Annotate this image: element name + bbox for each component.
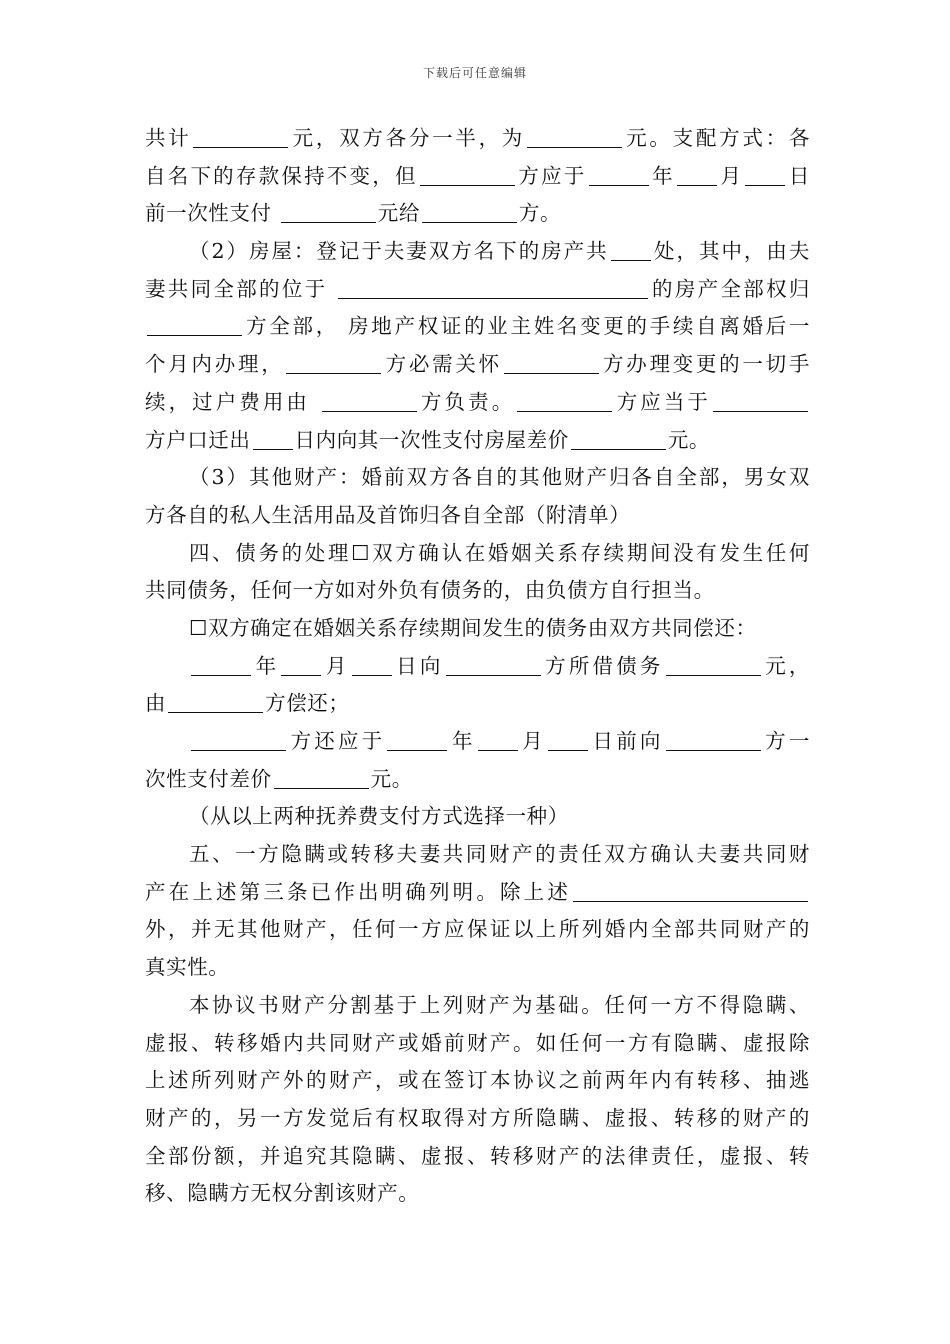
text-segment: 四、债务的处理☐双方确认在婚姻关系存续期间没有发生任何 (189, 540, 810, 565)
fill-in-blank (478, 726, 518, 751)
text-segment: 方应于 (516, 163, 587, 188)
text-segment: 年 (449, 729, 476, 753)
text-segment: （从以上两种抚养费支付方式选择一种） (189, 804, 569, 829)
fill-in-blank (571, 425, 666, 450)
text-segment: 自名下的存款保持不变，但 (145, 163, 418, 188)
text-line (145, 949, 810, 987)
text-segment: 五、一方隐瞒或转移夫妻共同财产的责任双方确认夫妻共同财 (189, 842, 810, 867)
text-line (145, 271, 810, 309)
fill-in-blank (573, 877, 808, 902)
text-segment: （3）其他财产：婚前双方各自的其他财产归各自全部，男女双 (189, 465, 810, 490)
fill-in-blank (352, 651, 392, 676)
fill-in-blank (191, 651, 251, 676)
fill-in-blank (666, 726, 761, 751)
text-line (145, 233, 810, 271)
text-line (145, 723, 810, 761)
text-segment: 元。 (667, 427, 711, 452)
text-line (145, 308, 810, 346)
text-line (145, 648, 810, 686)
text-segment: 方应当于 (614, 389, 711, 414)
text-segment: 方必需关怀 (383, 352, 502, 377)
text-segment: 月 (323, 653, 350, 678)
text-line (145, 572, 810, 610)
fill-in-blank (147, 311, 242, 336)
text-line (145, 1100, 810, 1138)
text-line (145, 911, 810, 949)
fill-in-blank (274, 764, 369, 789)
fill-in-blank (191, 726, 286, 751)
text-line (145, 120, 810, 158)
text-segment: 续，过户费用由 (145, 389, 320, 414)
text-segment: 方。 (518, 201, 562, 226)
text-segment: 年 (253, 653, 280, 678)
text-segment: 方一 (762, 729, 810, 753)
text-line (145, 497, 810, 535)
fill-in-blank (338, 274, 648, 299)
text-segment: 真实性。 (145, 955, 230, 980)
text-segment: 方全部， 房地产权证的业主姓名变更的手续自离婚后一 (244, 314, 810, 339)
fill-in-blank (666, 651, 761, 676)
fill-in-blank (611, 236, 651, 261)
text-segment: 元给 (377, 201, 420, 226)
text-segment: 财产的，另一方发觉后有权取得对方所隐瞒、虚报、转移的财产的 (145, 1105, 810, 1130)
fill-in-blank (322, 387, 417, 412)
fill-in-blank (589, 161, 649, 186)
fill-in-blank (387, 726, 447, 751)
text-segment: 元。 (370, 766, 413, 791)
text-line (145, 798, 810, 836)
text-segment: 元，双方各分一半，为 (290, 126, 526, 150)
text-segment: 个月内办理， (145, 352, 285, 377)
text-segment: 妻共同全部的位于 (145, 276, 337, 301)
text-segment: 前一次性支付 (145, 201, 279, 226)
text-segment: 移、隐瞒方无权分割该财产。 (145, 1181, 420, 1206)
text-segment: 虚报、转移婚内共同财产或婚前财产。如任何一方有隐瞒、虚报除 (145, 1030, 810, 1055)
text-segment: 处，其中，由夫 (652, 239, 810, 264)
text-line (145, 459, 810, 497)
text-line (145, 1025, 810, 1063)
fill-in-blank (745, 161, 785, 186)
text-line (145, 535, 810, 573)
fill-in-blank (527, 123, 622, 148)
text-segment: 产在上述第三条已作出明确列明。除上述 (145, 879, 571, 904)
fill-in-blank (677, 161, 717, 186)
fill-in-blank (446, 651, 541, 676)
fill-in-blank (420, 161, 515, 186)
text-line (145, 1175, 810, 1213)
text-line (145, 422, 810, 460)
document-body (145, 120, 810, 1213)
text-segment: （2）房屋：登记于夫妻双方名下的房产共 (189, 239, 609, 264)
text-segment: 日向 (393, 653, 444, 678)
text-segment: 日前向 (589, 729, 664, 753)
text-line (145, 685, 810, 723)
text-line (145, 836, 810, 874)
fill-in-blank (168, 688, 263, 713)
text-line (145, 987, 810, 1025)
text-segment: 次性支付差价 (145, 766, 272, 791)
fill-in-blank (286, 349, 381, 374)
text-segment: 方户口迁出 (145, 427, 251, 452)
text-line (145, 1138, 810, 1176)
text-segment: 方偿还； (265, 691, 350, 716)
fill-in-blank (422, 198, 517, 223)
fill-in-blank (253, 425, 293, 450)
text-segment: 方办理变更的一切手 (600, 352, 810, 377)
text-segment: 元。支配方式：各 (624, 126, 810, 150)
text-segment: 日内向其一次性支付房屋差价 (294, 427, 569, 452)
text-segment: 共计 (145, 126, 192, 150)
text-segment: 月 (718, 163, 744, 188)
fill-in-blank (504, 349, 599, 374)
page-header: 下载后可任意编辑 (422, 66, 527, 80)
text-segment: 方负责。 (418, 389, 516, 414)
text-segment: 由 (145, 691, 167, 716)
text-segment: 方还应于 (288, 729, 386, 753)
text-line (145, 610, 810, 648)
text-segment: 全部份额，并追究其隐瞒、虚报、转移财产的法律责任，虚报、转 (145, 1143, 810, 1168)
text-line (145, 384, 810, 422)
text-segment: 元， (762, 653, 811, 678)
text-line (145, 195, 810, 233)
text-segment: 月 (519, 729, 546, 753)
text-segment: 外，并无其他财产，任何一方应保证以上所列婚内全部共同财产的 (145, 917, 810, 942)
text-segment: 方各自的私人生活用品及首饰归各自全部（附清单） (145, 502, 631, 527)
text-segment: ☐双方确定在婚姻关系存续期间发生的债务由双方共同偿还： (189, 615, 757, 640)
text-segment: 上述所列财产外的财产，或在签订本协议之前两年内有转移、抽逃 (145, 1068, 810, 1093)
text-line (145, 346, 810, 384)
text-line (145, 1062, 810, 1100)
fill-in-blank (548, 726, 588, 751)
fill-in-blank (517, 387, 612, 412)
text-line (145, 874, 810, 912)
text-line (145, 761, 810, 799)
text-segment: 的房产全部权归 (650, 276, 811, 301)
text-segment: 日 (787, 163, 810, 188)
text-segment: 共同债务，任何一方如对外负有债务的，由负债方自行担当。 (145, 578, 715, 603)
fill-in-blank (193, 123, 288, 148)
text-line (145, 158, 810, 196)
text-segment: 年 (650, 163, 675, 188)
fill-in-blank (281, 651, 321, 676)
text-segment: 方所借债务 (542, 653, 664, 678)
text-segment: 本协议书财产分割基于上列财产为基础。任何一方不得隐瞒、 (189, 992, 810, 1017)
fill-in-blank (713, 387, 808, 412)
fill-in-blank (281, 198, 376, 223)
